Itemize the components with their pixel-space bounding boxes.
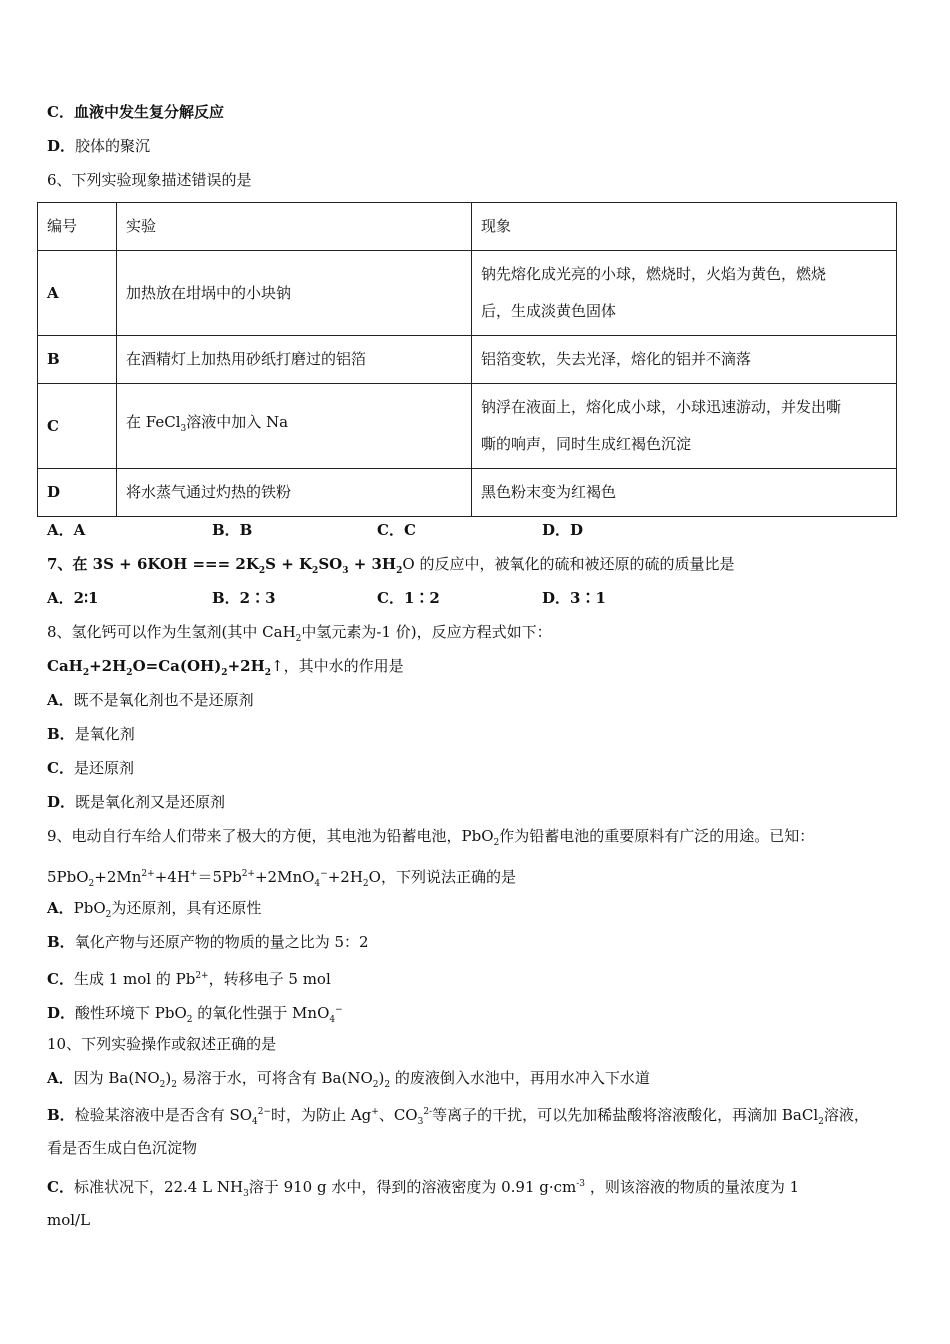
q10-option-b-cont: 看是否生成白色沉淀物 (47, 1139, 198, 1157)
q9-option-b: B．氧化产物与还原产物的物质的量之比为 5：2 (47, 933, 369, 951)
row-phenomenon: 铝箔变软，失去光泽，熔化的铝并不滴落 (472, 336, 897, 384)
q8-option-b: B．是氧化剂 (47, 725, 135, 743)
q8-option-d: D．既是氧化剂又是还原剂 (47, 793, 226, 811)
row-experiment: 在酒精灯上加热用砂纸打磨过的铝箔 (117, 336, 472, 384)
row-phenomenon: 钠浮在液面上，熔化成小球，小球迅速游动，并发出嘶 嘶的响声，同时生成红褐色沉淀 (472, 384, 897, 469)
table-row (38, 336, 897, 384)
q5-option-d: D．胶体的聚沉 (47, 137, 151, 155)
q8-equation: $CaH_2+2H_2O=Ca(OH)_2+2H_2↑$，其中水的作用是 (47, 657, 404, 678)
header-experiment: 实验 (117, 203, 472, 251)
q7-stem: 7、在 3S + 6KOH === $2K_2S + K_2SO_3 + 3H_2O$ 的反应中，被氧化的硫和被还原的硫的质量比是 (47, 555, 735, 576)
table-row (38, 384, 897, 469)
row-id: B (38, 336, 117, 384)
table-row (38, 251, 897, 336)
q8-stem: 8、氢化钙可以作为生氢剂(其中 CaH$_2$中氢元素为-1 价)，反应方程式如下： (47, 623, 552, 644)
q6-options: A．A B．B C．C D．D (47, 521, 584, 539)
q9-option-a: A．PbO$_2$为还原剂，具有还原性 (47, 899, 262, 920)
q9-option-d: D．酸性环境下 PbO$_2$ 的氧化性强于 MnO$_4$− (47, 1004, 343, 1025)
row-experiment: 将水蒸气通过灼热的铁粉 (117, 469, 472, 517)
q6-stem: 6、下列实验现象描述错误的是 (47, 171, 252, 189)
q9-equation: $5PbO_2+2Mn^{2+}+4H^+=5Pb^{2+}+2MnO_4^-+2H_2O$，下列说法正确的是 (47, 868, 516, 889)
row-id: C (38, 384, 117, 469)
q8-option-a: A．既不是氧化剂也不是还原剂 (47, 691, 254, 709)
q10-option-a: A．因为 $Ba(NO_2)_2$ 易溶于水，可将含有 $Ba(NO_2)_2$ 的废液倒入水池中，再用水冲入下水道 (47, 1069, 650, 1090)
table-header-row (38, 203, 897, 251)
row-phenomenon: 钠先熔化成光亮的小球，燃烧时，火焰为黄色，燃烧 后，生成淡黄色固体 (472, 251, 897, 336)
q10-option-b: B．检验某溶液中是否含有 $SO_4^{2-}$时，为防止 Ag+、$CO_3^{2-}$等离子的干扰，可以先加稀盐酸将溶液酸化，再滴加 BaCl$_2$溶液， (47, 1106, 869, 1127)
q6-table (37, 202, 897, 517)
q8-option-c: C．是还原剂 (47, 759, 134, 777)
q9-option-c: C．生成 1 mol 的 $Pb^{2+}$，转移电子 5 mol (47, 970, 331, 988)
q9-stem: 9、电动自行车给人们带来了极大的方便，其电池为铅蓄电池，PbO$_2$作为铅蓄电池的重要原料有广泛的用途。已知： (47, 827, 815, 848)
table-row (38, 469, 897, 517)
q10-option-c-cont: mol/L (47, 1211, 91, 1229)
q10-stem: 10、下列实验操作或叙述正确的是 (47, 1035, 277, 1053)
q5-option-c: C．血液中发生复分解反应 (47, 103, 224, 121)
row-experiment: 在 FeCl$_3$溶液中加入 Na (117, 384, 472, 469)
row-phenomenon: 黑色粉末变为红褐色 (472, 469, 897, 517)
row-id: A (38, 251, 117, 336)
header-id: 编号 (38, 203, 117, 251)
row-experiment: 加热放在坩埚中的小块钠 (117, 251, 472, 336)
header-phenomenon: 现象 (472, 203, 897, 251)
q10-option-c: C．标准状况下，22.4 L $NH_3$溶于 910 g 水中，得到的溶液密度为 0.91 $g\cdot cm^{-3}$ ，则该溶液的物质的量浓度为 1 (47, 1178, 800, 1199)
q7-options: A．2∶1 B．2∶3 C．1∶2 D．3∶1 (47, 589, 606, 607)
row-id: D (38, 469, 117, 517)
